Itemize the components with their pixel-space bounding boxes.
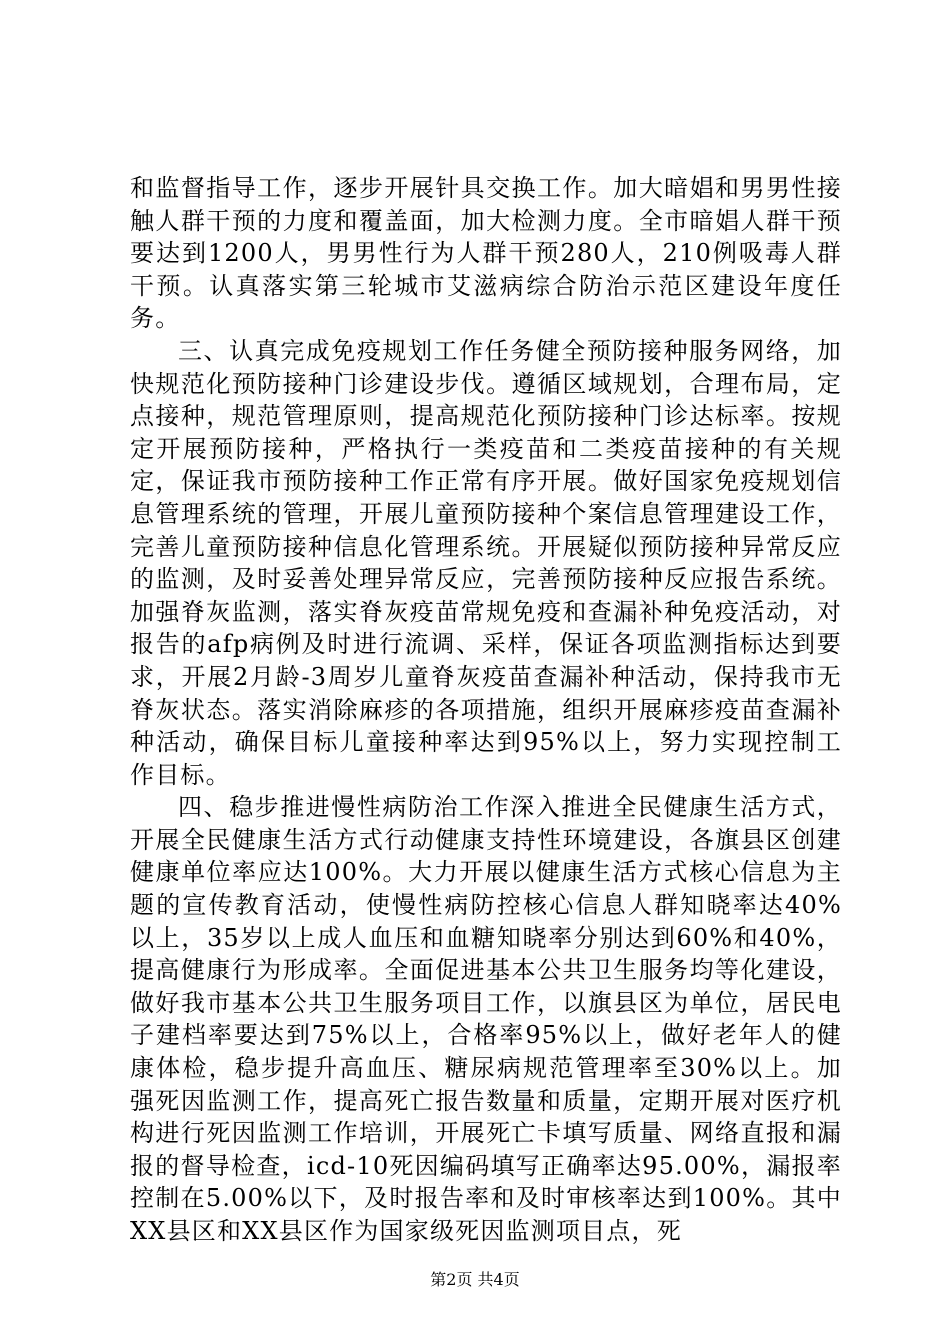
paragraph-chronic-disease: 四、稳步推进慢性病防治工作深入推进全民健康生活方式，开展全民健康生活方式行动健康支持性环境建设，各旗县区创建健康单位率应达100%。大力开展以健康生活方式核心信息为主题的宣传教育活动，使慢性病防控核心信息人群知晓率达40%以上，35岁以上成人血压和血糖知晓率分别达到60%和40%，提高健康行为形成率。全面促进基本公共卫生服务均等化建设，做好我市基本公共卫生服务项目工作，以旗县区为单位，居民电子建档率要达到75%以上，合格率95%以上，做好老年人的健康体检，稳步提升高血压、糖尿病规范管理率至30%以上。加强死因监测工作，提高死亡报告数量和质量，定期开展对医疗机构进行死因监测工作培训，开展死亡卡填写质量、网络直报和漏报的督导检查，icd-10死因编码填写正确率达95.00%，漏报率控制在5.00%以下，及时报告率和及时审核率达到100%。其中XX县区和XX县区作为国家级死因监测项目点，死 xyxy=(130,793,842,1245)
paragraph-continued: 和监督指导工作，逐步开展针具交换工作。加大暗娼和男男性接触人群干预的力度和覆盖面，加大检测力度。全市暗娼人群干预要达到1200人，男男性行为人群干预280人，210例吸毒人群干预。认真落实第三轮城市艾滋病综合防治示范区建设年度任务。 xyxy=(130,174,842,333)
page-number-label: 第2页 共4页 xyxy=(430,1270,520,1289)
document-body xyxy=(130,172,842,1248)
paragraph-immunization: 三、认真完成免疫规划工作任务健全预防接种服务网络，加快规范化预防接种门诊建设步伐。遵循区域规划，合理布局，定点接种，规范管理原则，提高规范化预防接种门诊达标率。按规定开展预防接种，严格执行一类疫苗和二类疫苗接种的有关规定，保证我市预防接种工作正常有序开展。做好国家免疫规划信息管理系统的管理，开展儿童预防接种个案信息管理建设工作，完善儿童预防接种信息化管理系统。开展疑似预防接种异常反应的监测，及时妥善处理异常反应，完善预防接种反应报告系统。加强脊灰监测，落实脊灰疫苗常规免疫和查漏补种免疫活动，对报告的afp病例及时进行流调、采样，保证各项监测指标达到要求，开展2月龄-3周岁儿童脊灰疫苗查漏补种活动，保持我市无脊灰状态。落实消除麻疹的各项措施，组织开展麻疹疫苗查漏补种活动，确保目标儿童接种率达到95%以上，努力实现控制工作目标。 xyxy=(130,336,842,789)
page-footer xyxy=(0,1270,950,1290)
